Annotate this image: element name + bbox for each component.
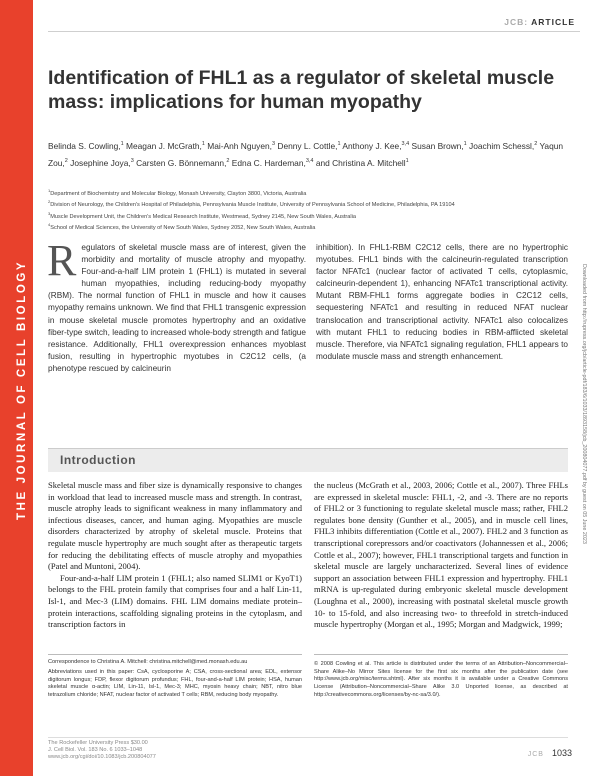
doi-line: www.jcb.org/cgi/doi/10.1083/jcb.200804077: [48, 754, 156, 761]
journal-name: THE JOURNAL OF CELL BIOLOGY: [16, 259, 28, 520]
journal-sidebar: [0, 0, 33, 776]
abstract-left-text: egulators of skeletal muscle mass are of interest, given the morbidity and mortality of muscle atrophy and myopathy. Four-and-a-half LIM protein 1 (FHL1) is mutated in several human myopathies, including reducing-body myopathy (RBM). The normal function of FHL1 in muscle and how it causes myopathy remains unknown. We find that FHL1 transgenic expression in mouse skeletal muscle promotes hypertrophy and an oxidative fiber-type switch, leading to increased whole-body strength and fatigue resistance. Additionally, FHL1 overexpression enhances myoblast fusion, resulting in hypertrophic myotubes in C2C12 cells, (a phenotype rescued by calcineurin: [48, 243, 306, 373]
affiliation-item: [48, 198, 568, 209]
intro-paragraph: the nucleus (McGrath et al., 2003, 2006; Cottle et al., 2007). Three FHLs are expressed in skeletal muscle: FHL1, -2, and -3. There are no reports of FHL2 or 3 functioning to regulate skeletal muscle mass; rather, FHL2 regulates bone density (Gunther et al., 2005), and in muscle cell lines, FHL3 inhibits differentiation (Cottle et al., 2007). FHL2 and 3 function as transcriptional corepressors and/or coactivators (Johannessen et al., 2006; Cottle et al., 2007); however, FHL1 transcriptional targets and function in skeletal muscle are largely uncharacterized. Several lines of evidence support an association between FHL1 expression and hypertrophy. FHL1 mRNA is up-regulated during embryonic skeletal muscle development (Loughna et al., 2000), increasing with postnatal skeletal muscle growth 10- to 15-fold, and also increasing two- to threefold in stretch-induced muscle hypertrophy (Morgan et al., 1995; Morgan and Madgwick, 1999;: [314, 480, 568, 630]
author-name: Belinda S. Cowling,: [48, 140, 121, 151]
footer-divider: [48, 737, 568, 738]
author-name: Carsten G. Bönnemann,: [136, 157, 227, 168]
publisher-info: [48, 740, 308, 762]
author-name: and Christina A. Mitchell: [315, 157, 406, 168]
intro-paragraph: Four-and-a-half LIM protein 1 (FHL1; also named SLIM1 or KyoT1) belongs to the FHL protein family that comprises four and a half Lin-11, Isl-1, and Mec-3 (LIM) domains. FHL LIM domains mediate protein–protein interactions, scaffolding signaling proteins in the cytoplasm, and transcription factors in: [48, 572, 302, 630]
intro-heading: Introduction: [48, 449, 568, 472]
affiliation-item: [48, 221, 568, 232]
download-watermark: Downloaded from http://rupress.org/jcb/article-pdf/183/6/1033/1893158/jcb_200804077.pdf by guest on 05 June 2023: [581, 264, 587, 544]
correspondence-note: Correspondence to Christina A. Mitchell: christina.mitchell@med.monash.edu.au: [48, 659, 248, 665]
publisher-line: The Rockefeller University Press $30.00: [48, 740, 148, 746]
affiliation-marker: 2: [48, 199, 51, 205]
footer-journal: JCB: [527, 751, 544, 758]
affiliation-item: [48, 210, 568, 221]
abbreviations-note: Abbreviations used in this paper: CsA, cyclosporine A; CSA, cross-sectional area; EDL, extensor digitorum longus; FDP, flexor digitorum profundus; FHL, four-and-a-half LIM protein; HSA, human skeletal muscle α-actin; LIM, Lin-11, Isl-1, Mec-3; MHC, myosin heavy chain; NBT, nitro blue tetrazolium chloride; NFAT, nuclear factor of activated T cells; RBM, reducing body myopathy.: [48, 669, 302, 699]
author-affiliation-marker: 1: [201, 141, 205, 147]
abstract-right-column: [316, 242, 568, 363]
footnote-divider: [48, 654, 302, 655]
author-name: Joachim Schessl,: [469, 140, 535, 151]
affiliation-marker: 3: [48, 210, 51, 216]
intro-right-column: [314, 480, 568, 631]
author-name: Josephine Joya,: [70, 157, 131, 168]
intro-paragraph: Skeletal muscle mass and fiber size is dynamically responsive to changes in workload that lead to increased muscle mass and strength. In contrast, muscle atrophy leads to significant weakness in many inflammatory and infectious diseases, cancer, and human aging. Myopathies are muscle disorders characterized by atrophy of skeletal muscle. Proteins that regulate muscle hypertrophy are much sought after as therapeutic targets for reducing the debilitating effects of muscle atrophy and myopathies (Patel and Muntoni, 2004).: [48, 480, 302, 572]
affiliation-marker: 1: [48, 188, 51, 193]
author-name: Anthony J. Kee,: [342, 140, 402, 151]
author-affiliation-marker: 2: [534, 141, 538, 147]
author-affiliation-marker: 2: [64, 158, 68, 164]
affiliation-marker: 4: [48, 222, 51, 228]
author-name: Meagan J. McGrath,: [126, 140, 202, 151]
affiliation-text: Muscle Development Unit, the Children's Medical Research Institute, Westmead, Sydney 2145, New South Wales, Australia: [50, 213, 356, 220]
article-tag: ARTICLE: [528, 17, 575, 27]
author-affiliation-marker: 1: [337, 141, 341, 147]
author-affiliation-marker: 3,4: [305, 158, 314, 164]
intro-left-column: [48, 480, 302, 631]
abstract-right-text: inhibition). In FHL1-RBM C2C12 cells, there are no hypertrophic myotubes. FHL1 binds with the calcineurin-regulated transcription factor NFATc1 (nuclear factor of activated T cells, cytoplasmic, calcineurin-dependent 1), enhancing NFATc1 transcriptional activity. Mutant RBM-FHL1 forms aggregate bodies in C2C12 cells, sequestering NFATc1 and resulting in reduced NFAT nuclear translocation and transcriptional activity. NFATc1 also colocalizes with mutant FHL1 to reducing bodies in RBM-afflicted skeletal muscle. Therefore, via NFATc1 signaling regulation, FHL1 appears to modulate muscle mass and strength enhancement.: [316, 243, 568, 361]
author-affiliation-marker: 1: [463, 141, 467, 147]
author-name: Edna C. Hardeman,: [231, 157, 306, 168]
affiliation-list: [48, 187, 568, 232]
page-footer: [528, 748, 572, 758]
author-name: Susan Brown,: [411, 140, 464, 151]
author-name: Mai-Anh Nguyen,: [207, 140, 272, 151]
copyright-note: © 2008 Cowling et al. This article is distributed under the terms of an Attribution–Noncommercial–Share Alike–No Mirror Sites license for the first six months after the publication date (see http://www.jcb.org/misc/terms.shtml). After six months it is available under a Creative Commons License (Attribution–Noncommercial–Share Alike 3.0 Unported license, as described at http://creativecommons.org/licenses/by-nc-sa/3.0/).: [314, 661, 568, 698]
abstract-left-column: [47, 236, 306, 375]
affiliation-text: Department of Biochemistry and Molecular Biology, Monash University, Clayton 3800, Victoria, Australia: [50, 190, 307, 197]
affiliation-item: [48, 187, 568, 198]
affiliation-text: School of Medical Sciences, the University of New South Wales, Sydney 2052, New South Wales, Australia: [50, 224, 316, 231]
page-number: 1033: [551, 748, 572, 758]
header-divider: [48, 31, 580, 32]
author-affiliation-marker: 3: [130, 158, 134, 164]
author-name: Yaqun Zou,: [48, 140, 564, 168]
author-affiliation-marker: 2: [226, 158, 230, 164]
article-title: Identification of FHL1 as a regulator of skeletal muscle mass: implications for human myopathy: [48, 67, 555, 113]
author-affiliation-marker: 3,4: [401, 141, 410, 147]
author-affiliation-marker: 3: [272, 141, 276, 147]
abstract-dropcap: R: [47, 236, 77, 285]
article-type-label: [504, 17, 575, 27]
journal-tag: JCB:: [504, 17, 529, 27]
citation-line: J. Cell Biol. Vol. 183 No. 6 1033–1048: [48, 747, 143, 754]
author-name: Denny L. Cottle,: [277, 140, 338, 151]
copyright-divider: [314, 654, 568, 655]
author-affiliation-marker: 1: [120, 141, 124, 147]
author-affiliation-marker: 1: [405, 158, 409, 164]
affiliation-text: Division of Neurology, the Children's Hospital of Philadelphia, Pennsylvania Muscle Institute, University of Pennsylvania School of Medicine, Philadelphia, PA 19104: [50, 202, 455, 209]
author-list: [48, 137, 578, 171]
